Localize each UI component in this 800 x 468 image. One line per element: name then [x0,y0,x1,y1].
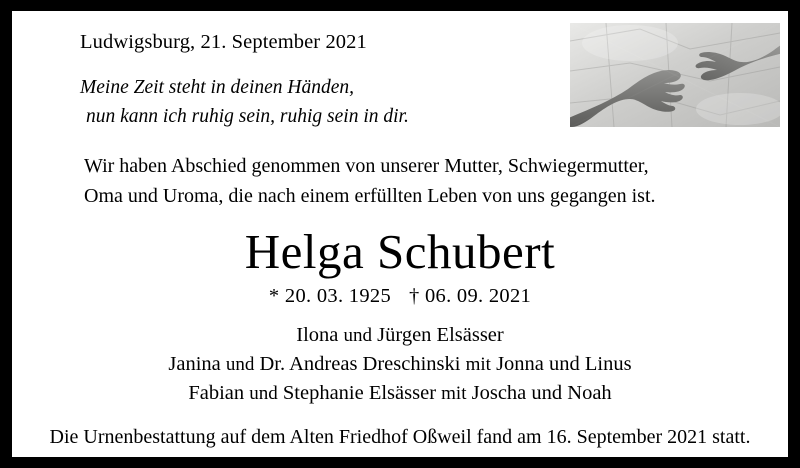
family-person-b: Stephanie Elsässer [282,382,437,404]
verse-line-2: nun kann ich ruhig sein, ruhig sein in dir. [86,106,409,127]
family-person-a: Ilona [296,324,339,346]
announcement-line-2: Oma und Uroma, die nach einem erfüllten Leben von uns gegangen ist. [84,185,656,207]
hands-reaching-image [570,23,780,127]
deceased-name: Helga Schubert [244,224,556,279]
place-and-date: Ludwigsburg, 21. September 2021 [80,31,367,53]
family-row [12,321,788,350]
verse-line-1: Meine Zeit steht in deinen Händen, [80,77,355,98]
verse-block [80,73,409,131]
family-with: mit [441,383,467,404]
birth-date: * 20. 03. 1925 [268,285,391,307]
family-person-b: Jürgen Elsässer [377,324,504,346]
life-dates [12,285,788,308]
family-person-b: Dr. Andreas Dreschinski [259,353,461,375]
family-row [12,379,788,408]
family-row [12,350,788,379]
family-conjunction: und [225,354,255,375]
notice-inner [12,11,788,457]
funeral-info: Die Urnenbestattung auf dem Alten Friedhof Oßweil fand am 16. September 2021 statt. [49,426,751,448]
family-child-1: Jonna [496,353,544,375]
announcement-block [84,151,656,211]
announcement-line-1: Wir haben Abschied genommen von unserer Mutter, Schwiegermutter, [84,155,649,177]
family-person-a: Fabian [188,382,245,404]
family-with: mit [465,354,491,375]
family-conjunction: und [343,325,373,346]
family-child-2: und Noah [531,382,612,404]
family-child-1: Joscha [471,382,527,404]
family-person-a: Janina [168,353,221,375]
family-child-2: und Linus [549,353,632,375]
death-date: † 06. 09. 2021 [409,285,532,307]
family-list [12,321,788,408]
family-conjunction: und [249,383,278,404]
